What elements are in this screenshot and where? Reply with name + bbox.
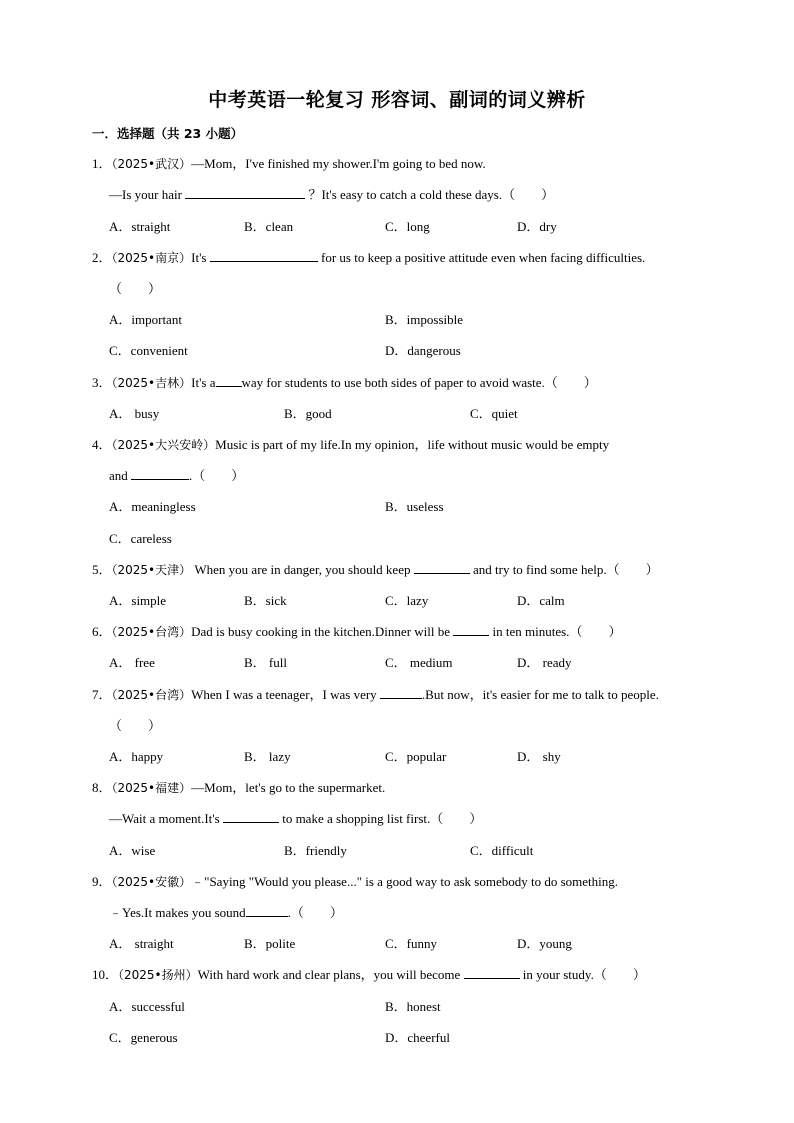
answer-paren: （ ） bbox=[606, 562, 659, 577]
option-b[interactable]: B．honest bbox=[385, 999, 441, 1014]
question-6 bbox=[92, 622, 621, 642]
question-text: and try to find some help. bbox=[472, 562, 607, 577]
answer-blank bbox=[216, 373, 242, 387]
page-title: 中考英语一轮复习 形容词、副词的词义辨析 bbox=[208, 89, 586, 111]
question-10 bbox=[92, 965, 646, 985]
question-9 bbox=[92, 872, 618, 892]
answer-paren: （ ） bbox=[502, 187, 555, 202]
question-text: It's a bbox=[191, 375, 216, 390]
question-number: 1． bbox=[92, 156, 112, 171]
question-source: （2025•福建） bbox=[111, 781, 192, 795]
option-a[interactable]: A． straight bbox=[109, 936, 174, 951]
question-source: （2025•扬州） bbox=[118, 968, 198, 982]
answer-blank bbox=[414, 560, 470, 574]
option-c[interactable]: C．long bbox=[385, 219, 430, 234]
option-b[interactable]: B．sick bbox=[244, 593, 287, 608]
question-text: . bbox=[189, 468, 193, 483]
question-source: （2025•台湾） bbox=[111, 625, 192, 639]
question-text: .But now，it's easier for me to talk to people. bbox=[421, 687, 659, 702]
question-source: （2025•台湾） bbox=[111, 688, 192, 702]
option-d[interactable]: D． ready bbox=[517, 655, 572, 670]
question-text: ﹣Yes.It makes you sound bbox=[109, 905, 246, 920]
question-4-line2 bbox=[109, 466, 244, 486]
question-text: in your study. bbox=[522, 967, 594, 982]
answer-blank bbox=[246, 903, 288, 917]
option-a[interactable]: A．happy bbox=[109, 749, 164, 764]
option-c[interactable]: C． medium bbox=[385, 655, 453, 670]
question-1-line2 bbox=[109, 185, 554, 205]
answer-blank bbox=[185, 185, 305, 199]
question-5 bbox=[92, 560, 659, 580]
question-number: 2． bbox=[92, 250, 112, 265]
question-number: 8． bbox=[92, 780, 112, 795]
question-text: When I was a teenager，I was very bbox=[191, 687, 377, 702]
answer-blank bbox=[453, 622, 489, 636]
option-a[interactable]: A．wise bbox=[109, 843, 156, 858]
option-d[interactable]: D． shy bbox=[517, 749, 561, 764]
question-source: （2025•大兴安岭） bbox=[111, 438, 216, 452]
option-b[interactable]: B．friendly bbox=[284, 843, 347, 858]
answer-blank bbox=[210, 248, 318, 262]
question-source: （2025•吉林） bbox=[111, 376, 192, 390]
question-text: to make a shopping list first. bbox=[282, 811, 431, 826]
option-d[interactable]: D．dry bbox=[517, 219, 557, 234]
question-text: and bbox=[109, 468, 128, 483]
question-8 bbox=[92, 778, 385, 798]
question-number: 7． bbox=[92, 687, 112, 702]
answer-paren: （ ） bbox=[109, 718, 162, 733]
question-9-line2 bbox=[109, 903, 343, 923]
question-text: —Wait a moment.It's bbox=[109, 811, 220, 826]
question-number: 10． bbox=[92, 967, 119, 982]
question-text: Dad is busy cooking in the kitchen.Dinner will be bbox=[191, 624, 451, 639]
question-source: （2025•天津） bbox=[111, 563, 192, 577]
option-a[interactable]: A．important bbox=[109, 312, 182, 327]
option-b[interactable]: B．useless bbox=[385, 499, 444, 514]
option-a[interactable]: A．meaningless bbox=[109, 499, 196, 514]
answer-blank bbox=[380, 685, 422, 699]
answer-blank bbox=[464, 965, 520, 979]
option-a[interactable]: A． busy bbox=[109, 406, 160, 421]
option-c[interactable]: C．generous bbox=[109, 1030, 178, 1045]
question-text: Music is part of my life.In my opinion，life without music would be empty bbox=[215, 437, 610, 452]
answer-paren: （ ） bbox=[109, 281, 162, 296]
question-text: When you are in danger, you should keep bbox=[191, 562, 411, 577]
question-number: 4． bbox=[92, 437, 112, 452]
answer-paren: （ ） bbox=[569, 624, 622, 639]
question-4 bbox=[92, 435, 609, 455]
question-text: in ten minutes. bbox=[492, 624, 570, 639]
question-1 bbox=[92, 154, 486, 174]
question-text: —Mom，let's go to the supermarket. bbox=[191, 780, 386, 795]
option-b[interactable]: B．clean bbox=[244, 219, 294, 234]
option-c[interactable]: C．funny bbox=[385, 936, 438, 951]
section-heading: 一．选择题（共 23 小题） bbox=[92, 126, 244, 141]
option-c[interactable]: C．difficult bbox=[470, 843, 534, 858]
option-a[interactable]: A．simple bbox=[109, 593, 167, 608]
answer-paren: （ ） bbox=[593, 967, 646, 982]
option-d[interactable]: D．calm bbox=[517, 593, 565, 608]
option-c[interactable]: C．popular bbox=[385, 749, 447, 764]
option-a[interactable]: A．straight bbox=[109, 219, 171, 234]
question-text: With hard work and clear plans，you will become bbox=[197, 967, 461, 982]
option-b[interactable]: B．impossible bbox=[385, 312, 464, 327]
question-text: ﹣"Saying "Would you please..." is a good way to ask somebody to do something. bbox=[191, 874, 619, 889]
question-text: ？It's easy to catch a cold these days. bbox=[308, 187, 503, 202]
option-d[interactable]: D．dangerous bbox=[385, 343, 461, 358]
option-c[interactable]: C．careless bbox=[109, 531, 172, 546]
answer-paren: （ ） bbox=[544, 375, 597, 390]
question-number: 9． bbox=[92, 874, 112, 889]
option-b[interactable]: B． full bbox=[244, 655, 287, 670]
question-7 bbox=[92, 685, 659, 705]
answer-blank bbox=[131, 466, 189, 480]
answer-paren: （ ） bbox=[290, 905, 343, 920]
question-source: （2025•南京） bbox=[111, 251, 192, 265]
option-b[interactable]: B．polite bbox=[244, 936, 296, 951]
option-c[interactable]: C．quiet bbox=[470, 406, 518, 421]
question-number: 5． bbox=[92, 562, 112, 577]
answer-paren: （ ） bbox=[430, 811, 483, 826]
question-text: for us to keep a positive attitude even when facing difficulties. bbox=[320, 250, 646, 265]
option-d[interactable]: D．young bbox=[517, 936, 572, 951]
option-b[interactable]: B．good bbox=[284, 406, 332, 421]
option-b[interactable]: B． lazy bbox=[244, 749, 291, 764]
option-d[interactable]: D．cheerful bbox=[385, 1030, 450, 1045]
question-3 bbox=[92, 373, 597, 393]
question-text: . bbox=[287, 905, 291, 920]
option-c[interactable]: C．lazy bbox=[385, 593, 429, 608]
question-8-line2 bbox=[109, 809, 482, 829]
question-source: （2025•安徽） bbox=[111, 875, 192, 889]
question-text: —Is your hair bbox=[109, 187, 182, 202]
question-text: way for students to use both sides of paper to avoid waste. bbox=[241, 375, 545, 390]
question-2 bbox=[92, 248, 645, 268]
option-a[interactable]: A．successful bbox=[109, 999, 185, 1014]
option-c[interactable]: C．convenient bbox=[109, 343, 188, 358]
option-a[interactable]: A． free bbox=[109, 655, 155, 670]
question-number: 3． bbox=[92, 375, 112, 390]
question-text: It's bbox=[191, 250, 207, 265]
answer-blank bbox=[223, 809, 279, 823]
question-number: 6． bbox=[92, 624, 112, 639]
answer-paren: （ ） bbox=[192, 468, 245, 483]
question-source: （2025•武汉） bbox=[111, 157, 192, 171]
question-text: —Mom，I've finished my shower.I'm going to bed now. bbox=[191, 156, 486, 171]
